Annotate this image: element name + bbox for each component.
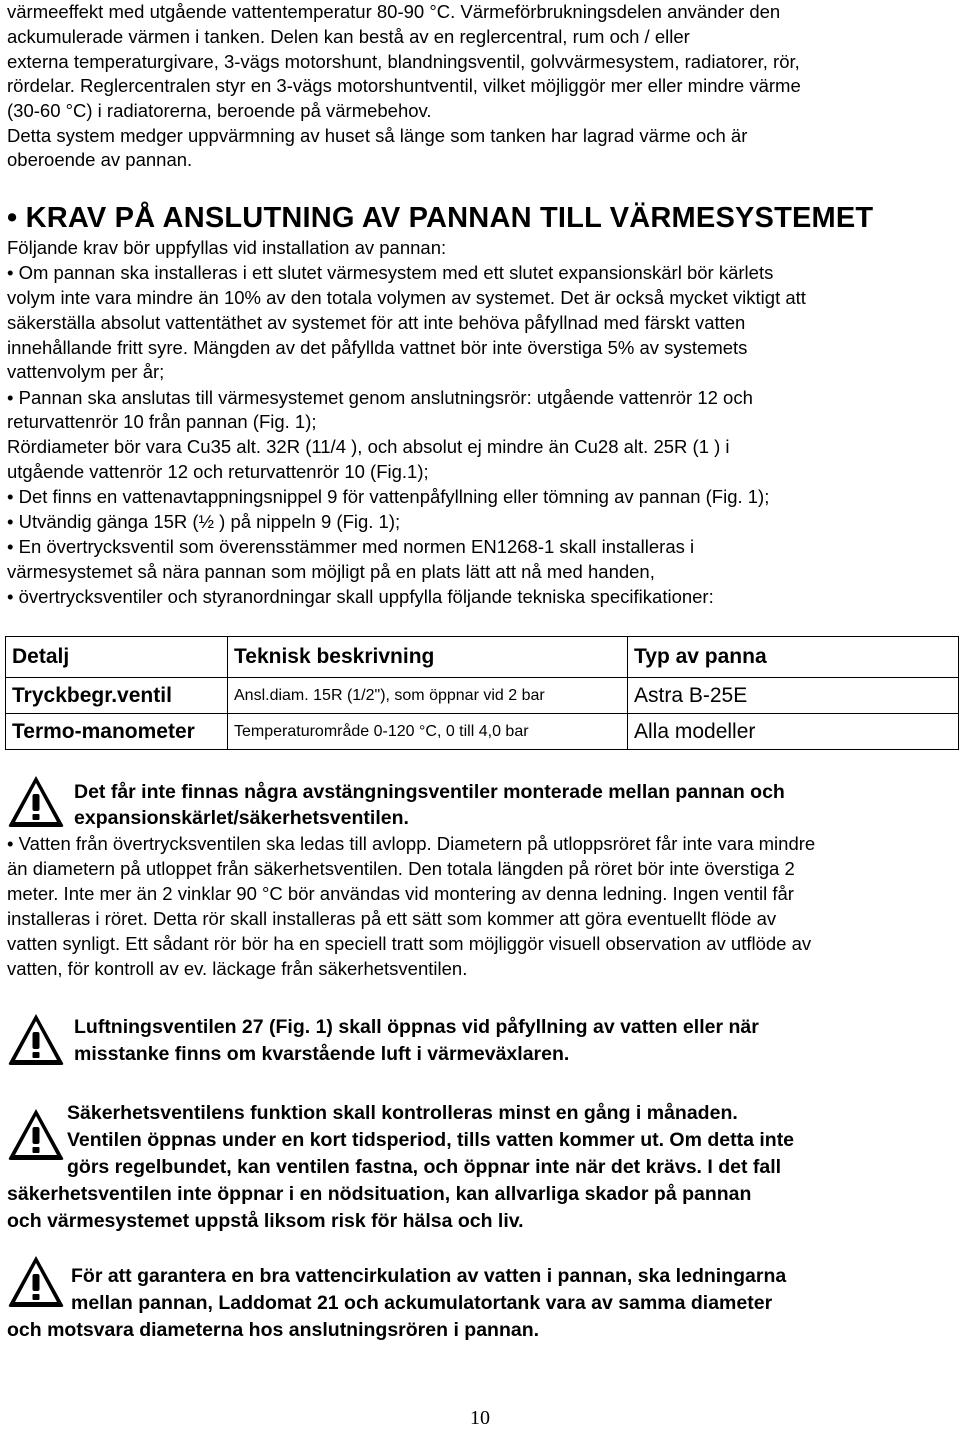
warning-text: och motsvara diameterna hos anslutningsrören i pannan. xyxy=(7,1319,540,1341)
warning-text: görs regelbundet, kan ventilen fastna, och öppnar inte när det krävs. I det fall xyxy=(67,1156,782,1178)
warning-text: säkerhetsventilen inte öppnar i en nödsituation, kan allvarliga skador på pannan xyxy=(7,1183,752,1205)
table-row xyxy=(6,678,959,714)
section-line: • En övertrycksventil som överensstämmer med normen EN1268-1 skall installeras i xyxy=(7,536,695,557)
page-number: 10 xyxy=(470,1407,490,1429)
warning-text: Det får inte finnas några avstängningsventiler monterade mellan pannan och xyxy=(74,781,785,803)
table-header-cell: Detalj xyxy=(6,637,228,678)
intro-line: värmeeffekt med utgående vattentemperatur 80-90 °C. Värmeförbrukningsdelen använder den xyxy=(7,1,781,22)
intro-line: externa temperaturgivare, 3-vägs motorshunt, blandningsventil, golvvärmesystem, radiatorer, rör, xyxy=(7,51,800,72)
warning-text: misstanke finns om kvarstående luft i värmeväxlaren. xyxy=(74,1043,570,1065)
section-line: • övertrycksventiler och styranordningar skall uppfylla följande tekniska specifikationer: xyxy=(7,586,714,607)
warning-body-line: vatten, för kontroll av ev. läckage från säkerhetsventilen. xyxy=(7,958,468,979)
section-line: utgående vattenrör 12 och returvattenrör 10 (Fig.1); xyxy=(7,461,429,482)
warning-body-line: än diametern på utloppet från säkerhetsventilen. Den totala längden på röret bör inte överstiga 2 xyxy=(7,858,795,879)
intro-line: ackumulerade värmen i tanken. Delen kan bestå av en reglercentral, rum och / eller xyxy=(7,26,690,47)
table-cell: Termo-manometer xyxy=(6,714,228,750)
intro-line: (30-60 °C) i radiatorerna, beroende på värmebehov. xyxy=(7,100,432,121)
spec-table xyxy=(5,636,959,750)
table-row xyxy=(6,714,959,750)
section-line: Följande krav bör uppfyllas vid installation av pannan: xyxy=(7,237,447,258)
intro-line: rördelar. Reglercentralen styr en 3-vägs motorshuntventil, vilket möjliggör mer eller mindre värme xyxy=(7,75,801,96)
table-header-cell: Typ av panna xyxy=(628,637,959,678)
warning-body-line: meter. Inte mer än 2 vinklar 90 °C bör användas vid montering av denna ledning. Ingen ventil får xyxy=(7,883,794,904)
warning-text: Luftningsventilen 27 (Fig. 1) skall öppnas vid påfyllning av vatten eller när xyxy=(74,1016,759,1038)
warning-triangle-icon xyxy=(6,1106,66,1162)
section-line: returvattenrör 10 från pannan (Fig. 1); xyxy=(7,411,317,432)
section-line: • Om pannan ska installeras i ett slutet värmesystem med ett slutet expansionskärl bör kärlets xyxy=(7,262,774,283)
section-line: volym inte vara mindre än 10% av den totala volymen av systemet. Det är också mycket viktigt att xyxy=(7,287,806,308)
warning-body-line: vatten synligt. Ett sådant rör bör ha en speciell tratt som möjliggör visuell observation av utflöde av xyxy=(7,933,812,954)
table-cell: Temperaturområde 0-120 °C, 0 till 4,0 bar xyxy=(228,714,628,750)
section-line: • Det finns en vattenavtappningsnippel 9 för vattenpåfyllning eller tömning av pannan (Fig. 1); xyxy=(7,486,770,507)
section-heading: • KRAV PÅ ANSLUTNING AV PANNAN TILL VÄRMESYSTEMET xyxy=(7,202,874,234)
table-header-row xyxy=(6,637,959,678)
table-cell: Ansl.diam. 15R (1/2"), som öppnar vid 2 bar xyxy=(228,678,628,714)
warning-text: expansionskärlet/säkerhetsventilen. xyxy=(74,807,409,829)
warning-text: och värmesystemet uppstå liksom risk för hälsa och liv. xyxy=(7,1210,524,1232)
warning-triangle-icon xyxy=(6,773,66,829)
section-line: säkerställa absolut vattentäthet av systemet för att inte behöva påfyllnad med färskt vatten xyxy=(7,312,746,333)
section-line: vattenvolym per år; xyxy=(7,361,165,382)
section-line: • Utvändig gänga 15R (½ ) på nippeln 9 (Fig. 1); xyxy=(7,511,401,532)
table-cell: Astra B-25E xyxy=(628,678,959,714)
warning-body-line: installeras i röret. Detta rör skall installeras på ett sätt som kommer att göra eventuellt flöde av xyxy=(7,908,777,929)
warning-text: Ventilen öppnas under en kort tidsperiod, tills vatten kommer ut. Om detta inte xyxy=(67,1129,795,1151)
section-line: innehållande fritt syre. Mängden av det påfyllda vattnet bör inte överstiga 5% av systemets xyxy=(7,337,748,358)
warning-body-line: • Vatten från övertrycksventilen ska ledas till avlopp. Diametern på utloppsröret får inte vara mindre xyxy=(7,833,816,854)
section-line: Rördiameter bör vara Cu35 alt. 32R (11/4 ), och absolut ej mindre än Cu28 alt. 25R (1 ) i xyxy=(7,436,730,457)
warning-triangle-icon xyxy=(6,1253,66,1309)
intro-line: Detta system medger uppvärmning av huset så länge som tanken har lagrad värme och är xyxy=(7,125,748,146)
table-cell: Alla modeller xyxy=(628,714,959,750)
warning-text: För att garantera en bra vattencirkulation av vatten i pannan, ska ledningarna xyxy=(71,1265,787,1287)
table-header-cell: Teknisk beskrivning xyxy=(228,637,628,678)
warning-text: Säkerhetsventilens funktion skall kontrolleras minst en gång i månaden. xyxy=(67,1102,738,1124)
warning-triangle-icon xyxy=(6,1011,66,1067)
section-line: • Pannan ska anslutas till värmesystemet genom anslutningsrör: utgående vattenrör 12 och xyxy=(7,387,753,408)
intro-line: oberoende av pannan. xyxy=(7,149,193,170)
warning-text: mellan pannan, Laddomat 21 och ackumulatortank vara av samma diameter xyxy=(71,1292,773,1314)
section-line: värmesystemet så nära pannan som möjligt på en plats lätt att nå med handen, xyxy=(7,561,655,582)
table-cell: Tryckbegr.ventil xyxy=(6,678,228,714)
